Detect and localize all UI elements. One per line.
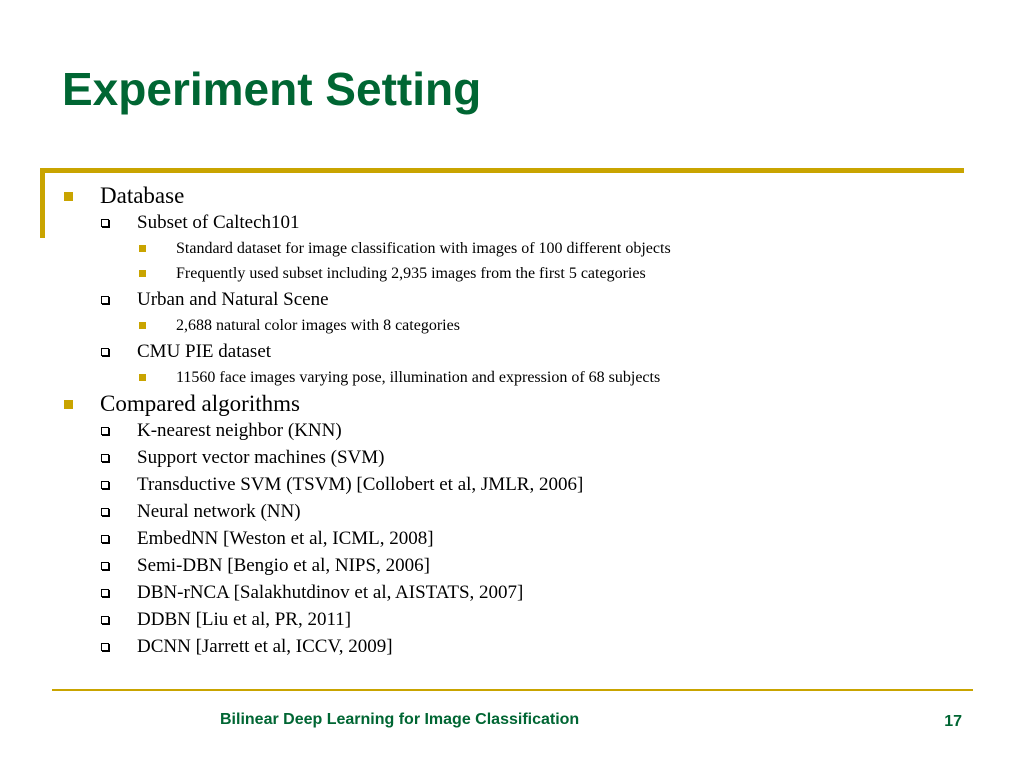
hollow-square-bullet-icon xyxy=(101,589,109,597)
bullet-database xyxy=(0,182,1024,209)
hollow-square-bullet-icon xyxy=(101,643,109,651)
algorithm-item xyxy=(0,471,1024,498)
bullet-cmu-detail xyxy=(0,365,1024,390)
bullet-text: CMU PIE dataset xyxy=(137,341,272,362)
bullet-cmu xyxy=(0,338,1024,365)
small-filled-square-bullet-icon xyxy=(139,245,146,252)
small-filled-square-bullet-icon xyxy=(139,322,146,329)
small-filled-square-bullet-icon xyxy=(139,270,146,277)
algorithm-item xyxy=(0,525,1024,552)
hollow-square-bullet-icon xyxy=(101,219,109,227)
bullet-text: Support vector machines (SVM) xyxy=(137,447,385,468)
page-number: 17 xyxy=(944,713,962,730)
bullet-caltech xyxy=(0,209,1024,236)
bullet-caltech-detail xyxy=(0,236,1024,261)
filled-square-bullet-icon xyxy=(64,192,73,201)
footer-title: Bilinear Deep Learning for Image Classification xyxy=(220,711,580,728)
bullet-text: Frequently used subset including 2,935 images from the first 5 categories xyxy=(176,265,646,282)
algorithm-item xyxy=(0,633,1024,660)
bullet-urban-detail xyxy=(0,313,1024,338)
filled-square-bullet-icon xyxy=(64,400,73,409)
algorithm-item xyxy=(0,444,1024,471)
bullet-text: Compared algorithms xyxy=(100,391,300,416)
algorithm-item xyxy=(0,606,1024,633)
bullet-text: Urban and Natural Scene xyxy=(137,289,329,310)
bullet-text: 11560 face images varying pose, illumination and expression of 68 subjects xyxy=(176,369,661,386)
bullet-urban xyxy=(0,286,1024,313)
hollow-square-bullet-icon xyxy=(101,616,109,624)
slide-title: Experiment Setting xyxy=(62,63,482,115)
title-divider-top xyxy=(40,168,964,173)
bullet-text: Neural network (NN) xyxy=(137,501,301,522)
algorithm-item xyxy=(0,417,1024,444)
bullet-text: Database xyxy=(100,183,185,208)
bullet-text: DCNN [Jarrett et al, ICCV, 2009] xyxy=(137,636,393,657)
hollow-square-bullet-icon xyxy=(101,296,109,304)
slide-body xyxy=(0,182,1024,660)
bullet-text: Standard dataset for image classification with images of 100 different objects xyxy=(176,240,671,257)
hollow-square-bullet-icon xyxy=(101,454,109,462)
bullet-text: EmbedNN [Weston et al, ICML, 2008] xyxy=(137,528,434,549)
hollow-square-bullet-icon xyxy=(101,481,109,489)
bullet-algorithms xyxy=(0,390,1024,417)
bullet-text: 2,688 natural color images with 8 categories xyxy=(176,317,460,334)
footer-divider xyxy=(52,689,973,691)
algorithm-item xyxy=(0,579,1024,606)
algorithm-item xyxy=(0,552,1024,579)
bullet-text: K-nearest neighbor (KNN) xyxy=(137,420,342,441)
algorithm-item xyxy=(0,498,1024,525)
bullet-text: DDBN [Liu et al, PR, 2011] xyxy=(137,609,352,630)
hollow-square-bullet-icon xyxy=(101,562,109,570)
hollow-square-bullet-icon xyxy=(101,508,109,516)
bullet-caltech-detail xyxy=(0,261,1024,286)
hollow-square-bullet-icon xyxy=(101,348,109,356)
bullet-text: Transductive SVM (TSVM) [Collobert et al, JMLR, 2006] xyxy=(137,474,584,495)
bullet-text: Subset of Caltech101 xyxy=(137,212,300,233)
bullet-text: Semi-DBN [Bengio et al, NIPS, 2006] xyxy=(137,555,430,576)
hollow-square-bullet-icon xyxy=(101,535,109,543)
small-filled-square-bullet-icon xyxy=(139,374,146,381)
bullet-text: DBN-rNCA [Salakhutdinov et al, AISTATS, 2007] xyxy=(137,582,524,603)
hollow-square-bullet-icon xyxy=(101,427,109,435)
